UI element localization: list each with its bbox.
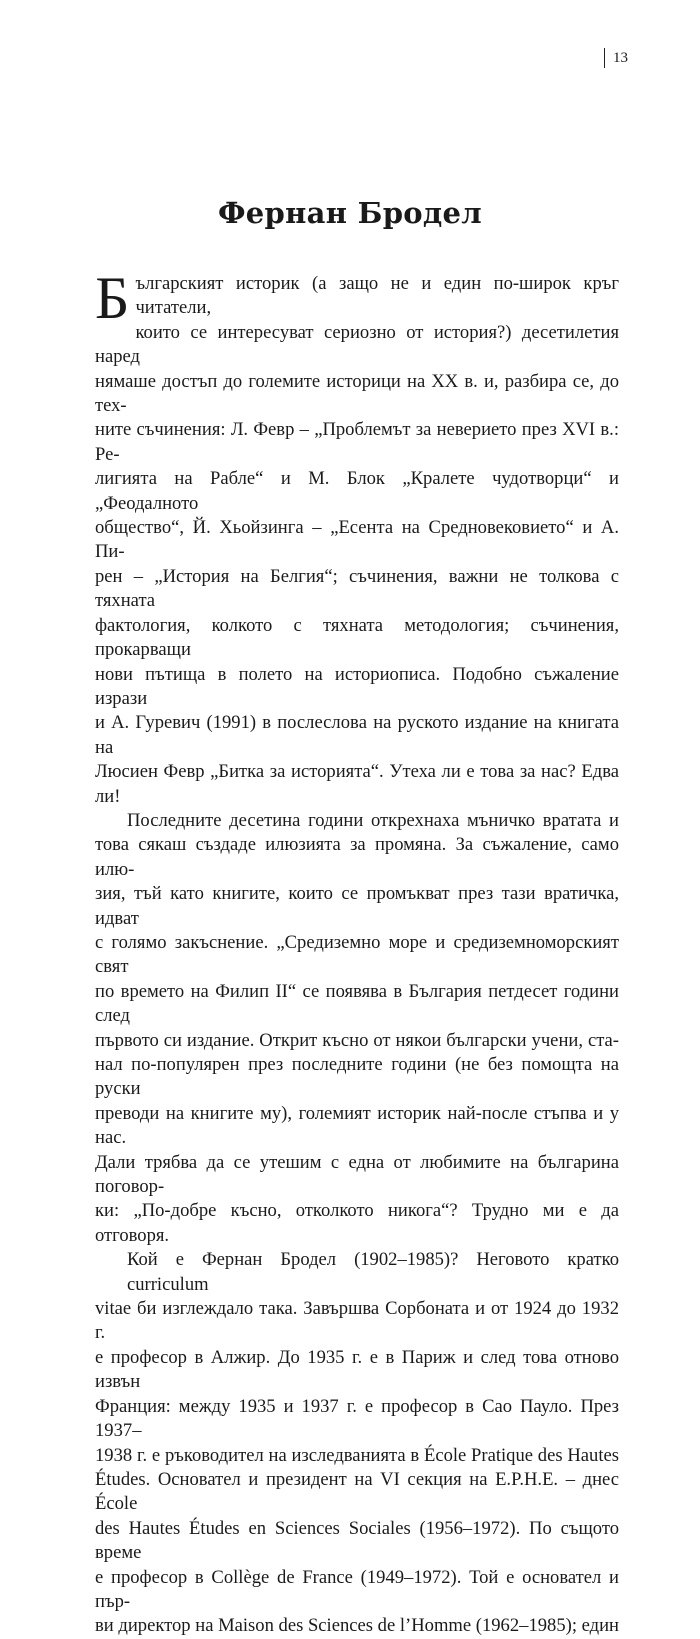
text-line: ългарският историк (а защо не и един по-широк кръг читатели, bbox=[135, 273, 619, 319]
text-line: des Hautes Études en Sciences Sociales (1956–1972). По същото време bbox=[95, 1517, 619, 1564]
paragraph-2 bbox=[95, 809, 619, 1248]
text-line: общество“, Й. Хьойзинга – „Есента на Средновековието“ и А. Пи- bbox=[95, 517, 619, 563]
text-line: ните съчинения: Л. Февр – „Проблемът за неверието през XVI в.: Ре- bbox=[95, 419, 619, 465]
drop-cap: Б bbox=[95, 265, 130, 331]
text-line: Кой е Фернан Бродел (1902–1985)? Неговото кратко curriculum bbox=[127, 1249, 619, 1295]
text-line: ки: „По-добре късно, отколкото никога“? Трудно ми е да отговоря. bbox=[95, 1200, 619, 1246]
text-line: нямаше достъп до големите историци на XX в. и, разбира се, до тех- bbox=[95, 370, 619, 417]
text-line: които се интересуват сериозно от история?) десетилетия наред bbox=[95, 321, 619, 368]
text-line: нови пътища в полето на историописа. Подобно съжаление изрази bbox=[95, 663, 619, 709]
paragraph-3 bbox=[95, 1248, 619, 1639]
text-line: Дали трябва да се утешим с една от любимите на българина поговор- bbox=[95, 1151, 619, 1198]
text-line: преводи на книгите му), големият историк най-после стъпва и у нас. bbox=[95, 1102, 619, 1149]
text-line: 1938 г. е ръководител на изследванията в École Pratique des Hautes bbox=[95, 1444, 619, 1466]
text-line: ви директор на Maison des Sciences de l’Homme (1962–1985); един bbox=[95, 1615, 620, 1637]
text-line: е професор в Алжир. До 1935 г. е в Париж и след това отново извън bbox=[95, 1346, 619, 1393]
text-line: Люсиен Февр „Битка за историята“. Утеха ли е това за нас? Едва ли! bbox=[95, 761, 619, 807]
page-number: 13 bbox=[604, 48, 628, 68]
body-text bbox=[95, 265, 620, 1639]
text-line: по времето на Филип II“ се появява в България петдесет години след bbox=[95, 980, 619, 1027]
text-line: зия, тъй като книгите, които се промъкват през тази вратичка, идват bbox=[95, 883, 619, 929]
text-line: първото си издание. Открит късно от някои български учени, ста- bbox=[95, 1029, 619, 1051]
text-line: това сякаш създаде илюзията за промяна. За съжаление, само илю- bbox=[95, 834, 619, 880]
text-line: е професор в Collège de France (1949–1972). Той е основател и пър- bbox=[95, 1566, 619, 1612]
text-line: с голямо закъснение. „Средиземно море и средиземноморският свят bbox=[95, 931, 619, 978]
text-line: vitae би изглеждало така. Завършва Сорбоната и от 1924 до 1932 г. bbox=[95, 1298, 619, 1344]
paragraph-1 bbox=[95, 265, 619, 809]
chapter-title: Фернан Бродел bbox=[217, 196, 483, 230]
text-line: фактология, колкото с тяхната методология; съчинения, прокарващи bbox=[95, 614, 619, 661]
text-line: Франция: между 1935 и 1937 г. е професор в Сао Пауло. През 1937– bbox=[95, 1395, 619, 1442]
text-line: лигията на Рабле“ и М. Блок „Кралете чудотворци“ и „Феодалното bbox=[95, 468, 619, 514]
text-line: Études. Основател и президент на VI секция на E.P.H.E. – днес École bbox=[95, 1468, 619, 1515]
text-line: нал по-популярен през последните години (не без помощта на руски bbox=[95, 1054, 619, 1100]
text-line: Последните десетина години открехнаха мъничко вратата и bbox=[127, 809, 619, 831]
text-line: и А. Гуревич (1991) в послесловa на руското издание на книгата на bbox=[95, 712, 619, 758]
text-line: рен – „История на Белгия“; съчинения, важни не толкова с тяхната bbox=[95, 565, 619, 612]
